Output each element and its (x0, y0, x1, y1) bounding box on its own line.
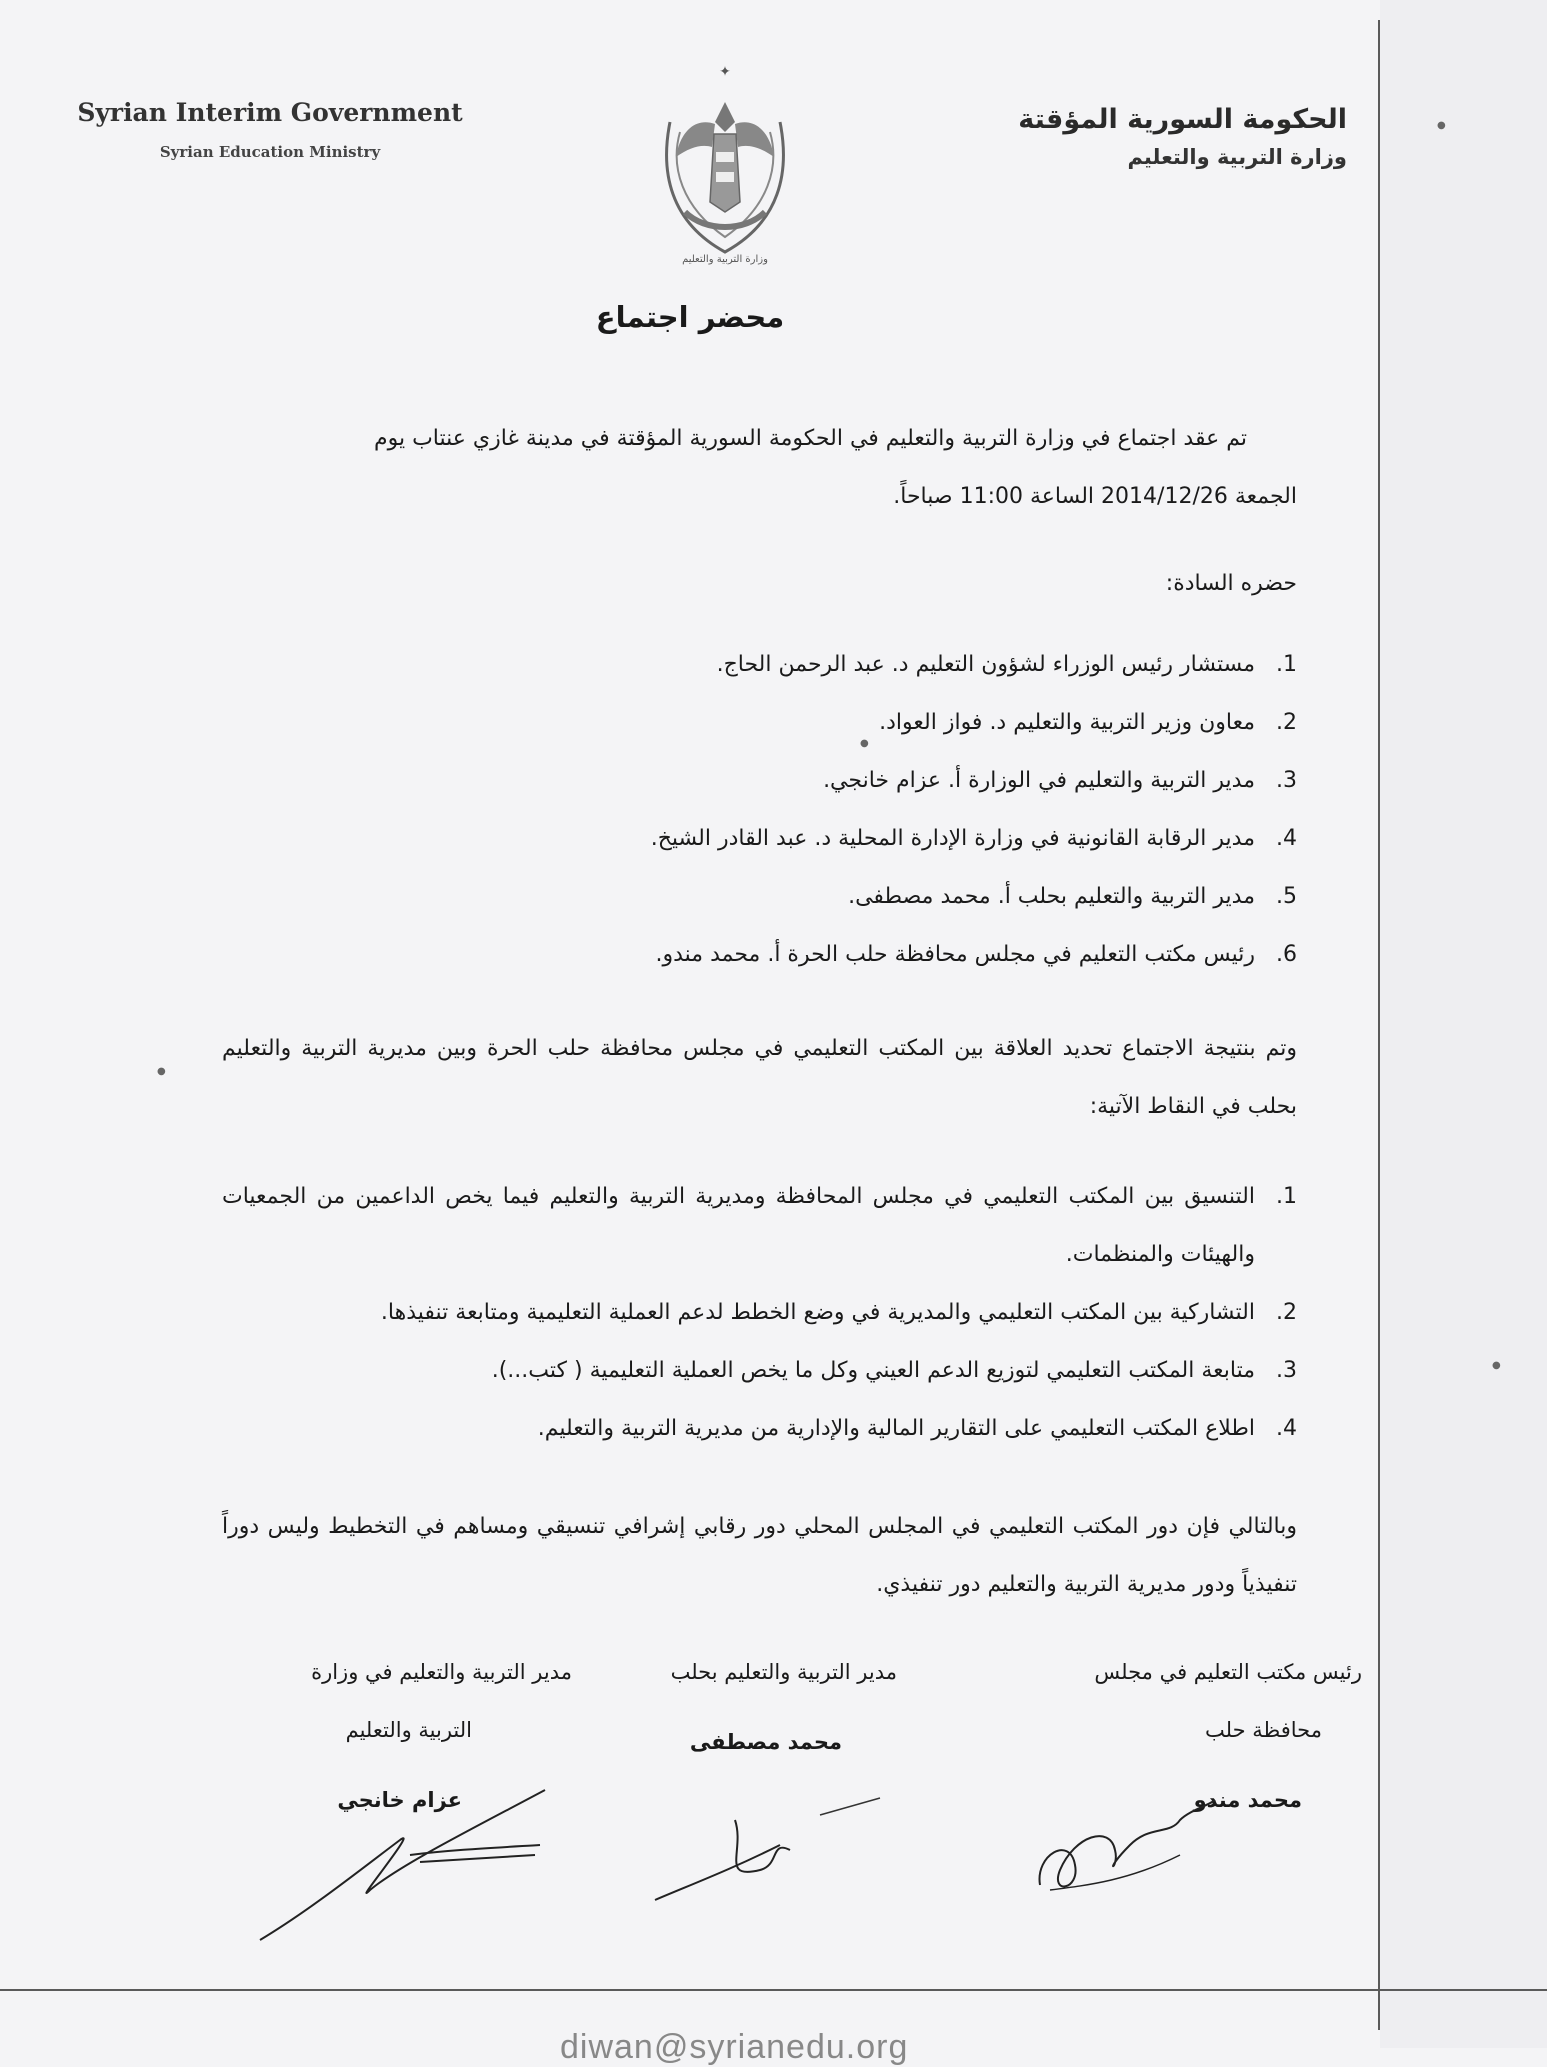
scan-speck: ● (1437, 120, 1446, 131)
list-number: 1. (1276, 652, 1297, 677)
list-item (222, 1342, 1297, 1400)
signature-role: مدير التربية والتعليم بحلب (670, 1660, 897, 1684)
conclusion-paragraph: وبالتالي فإن دور المكتب التعليمي في المجلس المحلي دور رقابي إشرافي تنسيقي ومساهم في التخطيط وليس دوراً تنفيذياً ودور مديرية التربية والتعليم دور تنفيذي. (222, 1514, 1297, 1597)
attendee-text: معاون وزير التربية والتعليم د. فواز العواد. (879, 710, 1255, 735)
attendee-text: مدير الرقابة القانونية في وزارة الإدارة المحلية د. عبد القادر الشيخ. (650, 826, 1255, 851)
signature-role: مدير التربية والتعليم في وزارة (311, 1660, 572, 1684)
attendee-text: مدير التربية والتعليم بحلب أ. محمد مصطفى. (848, 884, 1255, 909)
intro-paragraph (222, 410, 1297, 526)
attendee-text: رئيس مكتب التعليم في مجلس محافظة حلب الحرة أ. محمد مندو. (655, 942, 1255, 967)
footer-rule (0, 1989, 1547, 1991)
signature-scribble-middle (650, 1790, 910, 1910)
signature-name: محمد مصطفى (689, 1730, 842, 1754)
scan-speck: ● (157, 1066, 166, 1077)
list-item (222, 810, 1297, 868)
signature-name: عزام خانجي (337, 1788, 462, 1812)
list-number: 1. (1276, 1184, 1297, 1209)
list-item (222, 752, 1297, 810)
points-list (222, 1168, 1297, 1458)
scan-speck: ● (860, 738, 869, 749)
svg-text:وزارة التربية والتعليم: وزارة التربية والتعليم (682, 254, 768, 265)
point-text: متابعة المكتب التعليمي لتوزيع الدعم العيني وكل ما يخص العملية التعليمية ( كتب...). (491, 1358, 1255, 1383)
list-number: 3. (1276, 1358, 1297, 1383)
eagle-emblem-icon (640, 62, 810, 272)
list-number: 4. (1276, 1416, 1297, 1441)
list-item (222, 1168, 1297, 1284)
intro-line-2: الجمعة 2014/12/26 الساعة 11:00 صباحاً. (893, 484, 1297, 509)
list-number: 2. (1276, 1300, 1297, 1325)
signature-name: محمد مندو (1193, 1788, 1302, 1812)
point-text: التنسيق بين المكتب التعليمي في مجلس المحافظة ومديرية التربية والتعليم فيما يخص الداعمين من الجمعيات والهيئات والمنظمات. (222, 1184, 1255, 1267)
point-text: التشاركية بين المكتب التعليمي والمديرية في وضع الخطط لدعم العملية التعليمية ومتابعة تنفيذها. (380, 1300, 1255, 1325)
signature-role-cont: التربية والتعليم (345, 1718, 472, 1742)
list-number: 2. (1276, 710, 1297, 735)
document-title: محضر اجتماع (595, 300, 785, 334)
list-item (222, 1400, 1297, 1458)
signature-role: رئيس مكتب التعليم في مجلس (1094, 1660, 1362, 1684)
attendees-label: حضره السادة: (1165, 571, 1297, 596)
list-item (222, 926, 1297, 984)
signature-scribble-left (250, 1770, 550, 1950)
signature-block-middle (577, 1643, 897, 1771)
scan-margin (1380, 0, 1547, 2048)
list-item (222, 636, 1297, 694)
arabic-header (1018, 104, 1347, 169)
list-number: 5. (1276, 884, 1297, 909)
result-intro: وتم بنتيجة الاجتماع تحديد العلاقة بين المكتب التعليمي في مجلس محافظة حلب الحرة وبين مديرية التربية والتعليم بحلب في النقاط الآتية: (222, 1036, 1297, 1119)
list-item (222, 694, 1297, 752)
intro-line-1: تم عقد اجتماع في وزارة التربية والتعليم في الحكومة السورية المؤقتة في مدينة غازي عنتاب يوم (373, 426, 1247, 451)
list-number: 6. (1276, 942, 1297, 967)
signature-scribble-right (1030, 1795, 1220, 1905)
list-number: 3. (1276, 768, 1297, 793)
attendees-list (222, 636, 1297, 984)
signature-role-cont: محافظة حلب (1205, 1718, 1322, 1742)
list-item (222, 1284, 1297, 1342)
scan-speck: ● (1492, 1360, 1501, 1371)
attendee-text: مدير التربية والتعليم في الوزارة أ. عزام خانجي. (823, 768, 1255, 793)
arabic-ministry-name: وزارة التربية والتعليم (1127, 145, 1347, 169)
attendee-text: مستشار رئيس الوزراء لشؤون التعليم د. عبد الرحمن الحاج. (716, 652, 1255, 677)
svg-text:✦: ✦ (719, 64, 731, 80)
english-ministry-name: Syrian Education Ministry (159, 143, 381, 161)
english-header (60, 98, 480, 161)
list-item (222, 868, 1297, 926)
footer-email: diwan@syrianedu.org (560, 2028, 909, 2066)
arabic-government-name: الحكومة السورية المؤقتة (1018, 104, 1347, 135)
point-text: اطلاع المكتب التعليمي على التقارير المالية والإدارية من مديرية التربية والتعليم. (537, 1416, 1255, 1441)
english-government-name: Syrian Interim Government (77, 98, 463, 127)
list-number: 4. (1276, 826, 1297, 851)
